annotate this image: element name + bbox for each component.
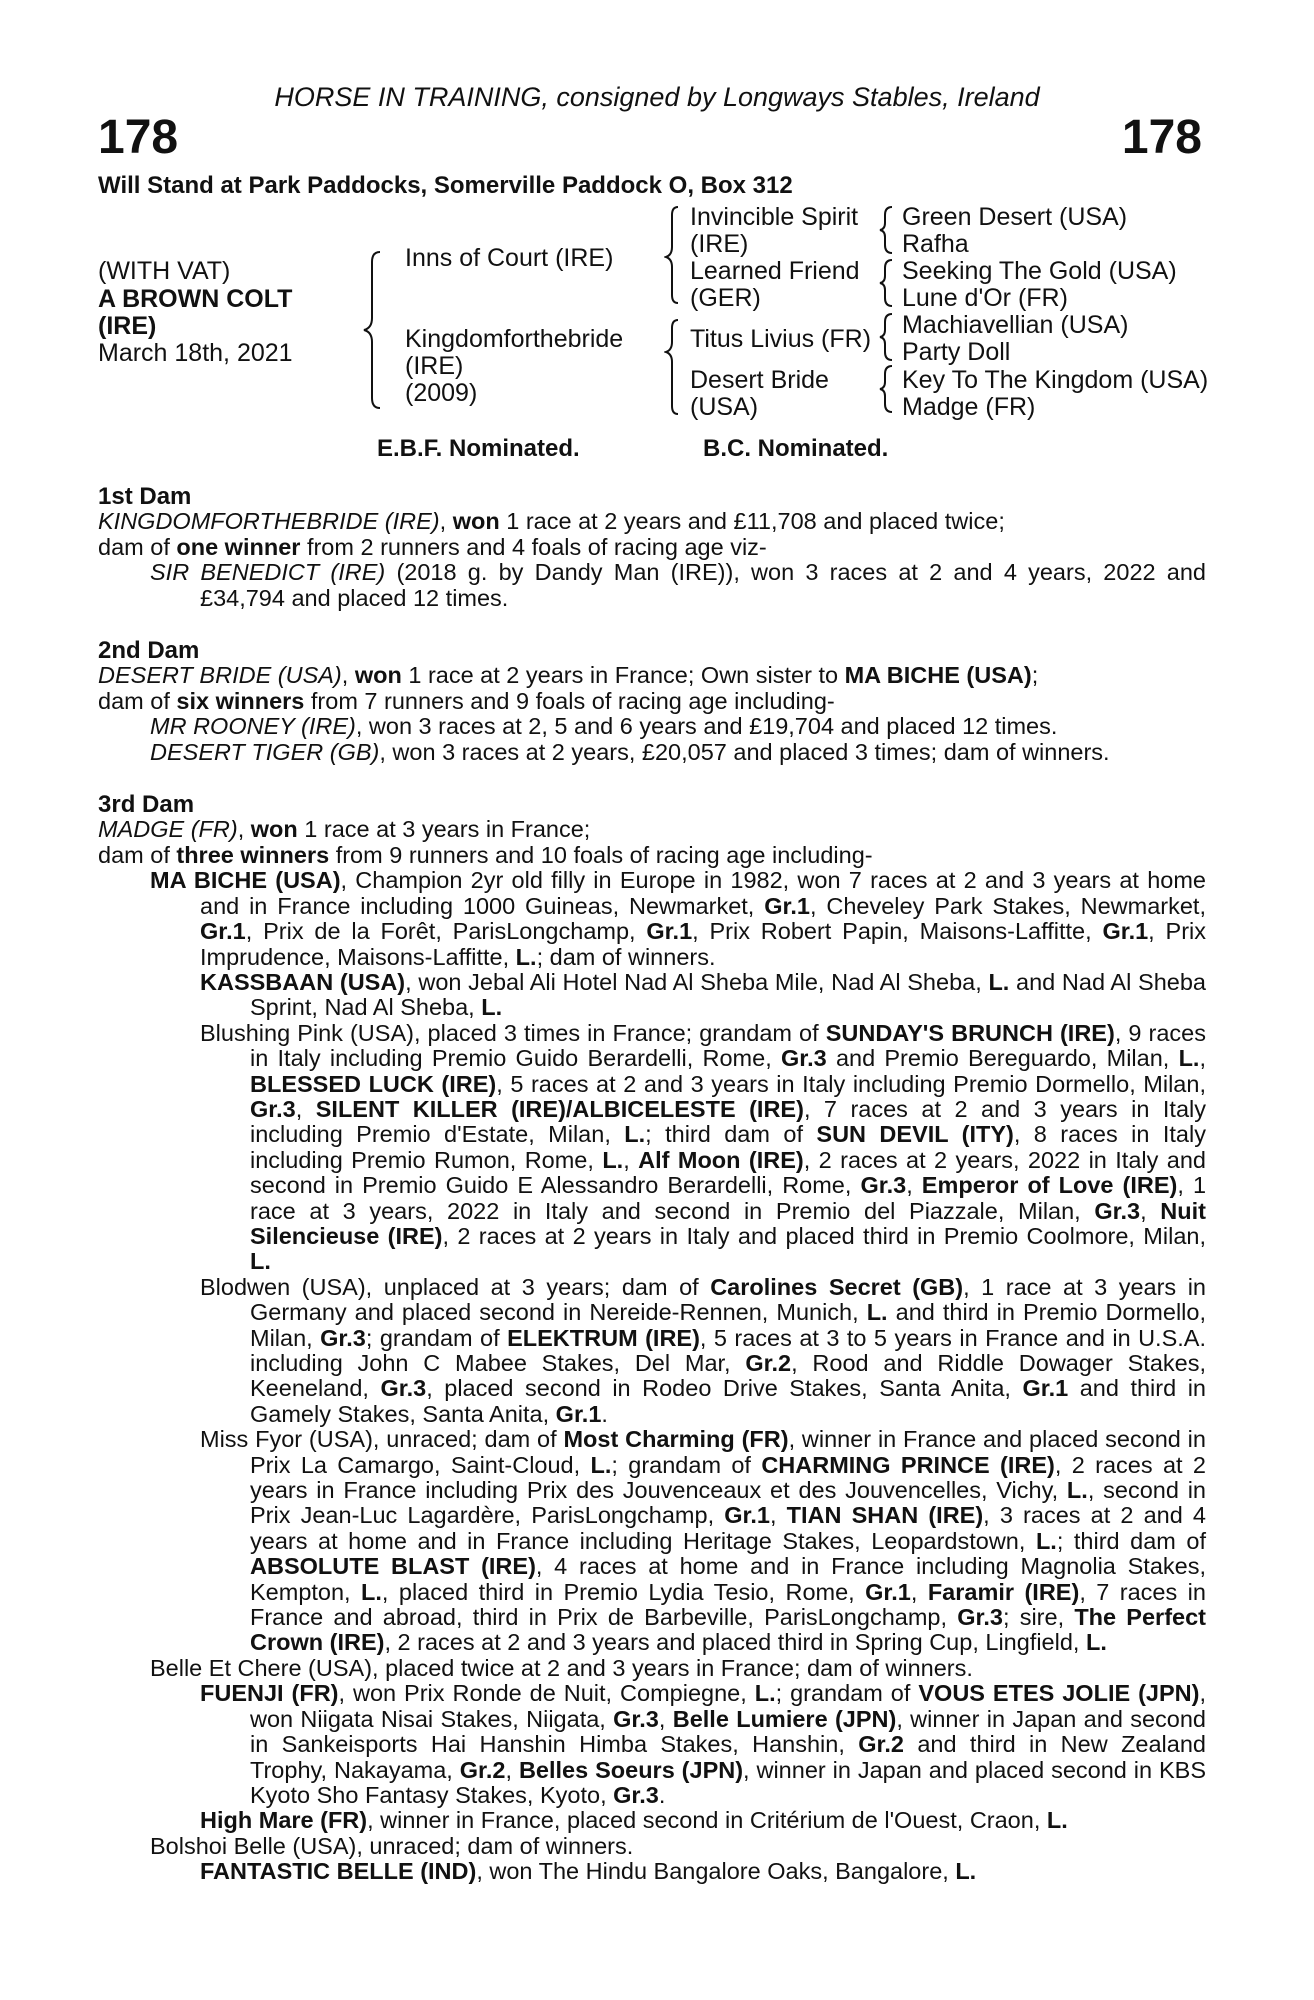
text-run: Alf Moon (IRE) <box>638 1146 804 1173</box>
sire-sire-line2: (IRE) <box>690 230 749 258</box>
text-run: , won 3 races at 2, 5 and 6 years and £19,704 and placed 12 times. <box>355 713 1058 740</box>
text-run: TIAN SHAN (IRE) <box>786 1502 984 1529</box>
consignment-header: HORSE IN TRAINING, consigned by Longways Stables, Ireland <box>274 82 1040 112</box>
text-run: Gr.1 <box>555 1400 602 1427</box>
text-run: Gr.1 <box>764 892 810 919</box>
text-run: Belles Soeurs (JPN) <box>518 1756 744 1783</box>
text-run: , 1 race at 3 years in Germany and placed second in Nereide-Rennen, Munich, <box>250 1273 1206 1326</box>
pedigree-entry <box>98 1427 1206 1656</box>
dam1-heading: 1st Dam <box>98 483 192 510</box>
text-run: L. <box>1035 1527 1057 1554</box>
text-run: from 9 runners and 10 foals of racing age including- <box>329 841 873 868</box>
family-text <box>98 484 1206 1885</box>
text-run: SUN DEVIL (ITY) <box>816 1121 1014 1148</box>
text-run: Gr.1 <box>200 918 246 945</box>
dam1-line2 <box>98 535 1206 560</box>
text-run: , <box>1199 1045 1206 1072</box>
text-run: ; dam of winners. <box>536 943 716 970</box>
text-run: , Prix de la Forêt, ParisLongchamp, <box>245 918 647 945</box>
text-run: . <box>658 1781 666 1808</box>
text-run: , won Niigata Nisai Stakes, Niigata, <box>250 1680 1206 1732</box>
text-run: ; third dam of <box>645 1121 817 1148</box>
text-run: one winner <box>176 533 301 560</box>
dam-line1: Kingdomforthebride <box>405 325 624 353</box>
text-run: and third in New Zealand Trophy, Nakayama, <box>250 1731 1206 1783</box>
text-run: , 8 races in Italy including Premio Rumon, Rome, <box>250 1121 1206 1173</box>
dam-dam-line2: (USA) <box>690 393 759 421</box>
text-run: Blodwen (USA), unplaced at 3 years; dam of <box>200 1273 711 1300</box>
text-run: KASSBAAN (USA) <box>200 968 406 995</box>
dam1-line1 <box>98 509 1206 534</box>
vat-note: (WITH VAT) <box>98 257 231 285</box>
dam2-entries <box>98 714 1206 765</box>
g4: Lune d'Or (FR) <box>902 284 1068 312</box>
text-run: L. <box>955 1858 977 1885</box>
dam3-line2 <box>98 843 1206 868</box>
text-run: Gr.2 <box>858 1731 904 1758</box>
text-run: Gr.3 <box>613 1705 659 1732</box>
text-run: , 5 races at 2 and 3 years in Italy including Premio Dormello, Milan, <box>496 1070 1206 1097</box>
text-run: from 7 runners and 9 foals of racing age including- <box>304 687 835 714</box>
pedigree-entry <box>98 740 1206 765</box>
g6: Party Doll <box>902 338 1011 366</box>
text-run: Faramir (IRE) <box>927 1578 1080 1605</box>
text-run: , 2 races at 2 years in France including Prix des Jouvenceaux et des Jouvencelles, Vichy, <box>250 1451 1206 1504</box>
g8: Madge (FR) <box>902 393 1036 421</box>
text-run: Miss Fyor (USA), unraced; dam of <box>200 1426 564 1453</box>
ebf-nomination: E.B.F. Nominated. <box>377 435 580 462</box>
text-run: 1 race at 3 years in France; <box>297 816 591 843</box>
text-run: , Prix Imprudence, Maisons-Laffitte, <box>200 918 1207 970</box>
text-run: MA BICHE (USA) <box>150 867 341 894</box>
text-run: , 3 races at 2 and 4 years at home and in France including Heritage Stakes, Leopardstown, <box>250 1502 1207 1554</box>
text-run: Most Charming (FR) <box>563 1426 789 1453</box>
text-run: , second in Prix Jean-Luc Lagardère, ParisLongchamp, <box>250 1477 1206 1529</box>
text-run: won <box>354 662 402 689</box>
text-run: Gr.2 <box>459 1756 506 1783</box>
pedigree-entry <box>98 560 1206 611</box>
horse-title-line2: (IRE) <box>98 312 157 340</box>
text-run: , won Prix Ronde de Nuit, Compiegne, <box>338 1680 755 1707</box>
g2: Rafha <box>902 230 969 258</box>
text-run: Gr.1 <box>646 918 693 945</box>
stand-location: Will Stand at Park Paddocks, Somerville Paddock O, Box 312 <box>98 172 793 199</box>
text-run: from 2 runners and 4 foals of racing age viz- <box>300 533 767 560</box>
pedigree-entry <box>98 1859 1206 1884</box>
text-run: L. <box>250 1248 271 1275</box>
brace-g78 <box>878 364 896 414</box>
pedigree-entry <box>98 1681 1206 1808</box>
text-run: Gr.1 <box>724 1502 770 1529</box>
pedigree-brace-dam <box>664 318 684 418</box>
text-run: Gr.3 <box>860 1172 907 1199</box>
pedigree-entry <box>98 1021 1206 1275</box>
text-run: L. <box>361 1578 382 1605</box>
text-run: ; grandam of <box>775 1680 919 1707</box>
text-run: won <box>452 508 500 535</box>
text-run: , won The Hindu Bangalore Oaks, Bangalore, <box>476 1858 956 1885</box>
pedigree-entry <box>98 714 1206 739</box>
text-run: and Premio Bereguardo, Milan, <box>826 1045 1179 1072</box>
text-run: DESERT TIGER (GB) <box>150 738 380 765</box>
text-run: , <box>769 1502 787 1529</box>
text-run: , <box>658 1705 673 1732</box>
text-run: L. <box>515 943 537 970</box>
text-run: L. <box>590 1451 612 1478</box>
text-run: , 7 races in France and abroad, third in Prix de Barbeville, ParisLongchamp, <box>250 1578 1206 1631</box>
text-run: Nuit Silencieuse (IRE) <box>250 1197 1206 1249</box>
text-run: Blushing Pink (USA), placed 3 times in France; grandam of <box>200 1019 826 1046</box>
text-run: and Nad Al Sheba Sprint, Nad Al Sheba, <box>250 968 1206 1021</box>
text-run: , <box>439 508 453 535</box>
brace-g12 <box>878 205 896 255</box>
text-run: Gr.1 <box>865 1578 911 1605</box>
text-run: ELEKTRUM (IRE) <box>507 1324 700 1351</box>
dam-line2: (IRE) <box>405 352 464 380</box>
text-run: Belle Et Chere (USA), placed twice at 2 and 3 years in France; dam of winners. <box>150 1654 973 1681</box>
text-run: MADGE (FR) <box>98 816 238 843</box>
g3: Seeking The Gold (USA) <box>902 257 1177 285</box>
text-run: L. <box>624 1121 646 1148</box>
text-run: , Champion 2yr old filly in Europe in 1982, won 7 races at 2 and 3 years at home and in France including 1000 Guineas, Newmarket, <box>200 867 1206 919</box>
dam-sire: Titus Livius (FR) <box>690 325 872 353</box>
text-run: , 5 races at 3 to 5 years in France and in U.S.A. including John C Mabee Stakes, Del Mar, <box>250 1324 1206 1376</box>
pedigree-entry <box>98 1808 1206 1833</box>
pedigree-entry <box>98 1275 1206 1427</box>
text-run: dam of <box>98 841 177 868</box>
text-run: ; third dam of <box>1056 1527 1206 1554</box>
text-run: VOUS ETES JOLIE (JPN) <box>918 1680 1200 1707</box>
foaling-date: March 18th, 2021 <box>98 339 293 367</box>
text-run: (2018 g. by Dandy Man (IRE)), won 3 races at 2 and 4 years, 2022 and £34,794 and placed 12 times. <box>200 559 1206 611</box>
text-run: Carolines Secret (GB) <box>710 1273 964 1300</box>
g1: Green Desert (USA) <box>902 203 1128 231</box>
text-run: Gr.3 <box>380 1375 427 1402</box>
dam2-line2 <box>98 689 1206 714</box>
text-run: High Mare (FR) <box>200 1807 368 1834</box>
text-run: L. <box>602 1146 624 1173</box>
text-run: , winner in France, placed second in Critérium de l'Ouest, Craon, <box>367 1807 1047 1834</box>
text-run: L. <box>481 994 503 1021</box>
text-run: MA BICHE (USA) <box>844 662 1032 689</box>
text-run: six winners <box>176 687 305 714</box>
text-run: Gr.3 <box>780 1045 827 1072</box>
text-run: MR ROONEY (IRE) <box>150 713 356 740</box>
text-run: , <box>623 1146 639 1173</box>
text-run: , <box>910 1578 928 1605</box>
text-run: , Rood and Riddle Dowager Stakes, Keeneland, <box>250 1350 1206 1402</box>
dam3-entries <box>98 868 1206 1884</box>
text-run: , 2 races at 2 years in Italy and placed third in Premio Coolmore, Milan, <box>442 1222 1206 1249</box>
text-run: SIR BENEDICT (IRE) <box>150 559 386 586</box>
text-run: SUNDAY'S BRUNCH (IRE) <box>825 1019 1115 1046</box>
text-run: , 2 races at 2 years, 2022 in Italy and second in Premio Guido E Alessandro Berardelli, Rome, <box>250 1146 1206 1199</box>
text-run: , <box>341 662 355 689</box>
sire-dam-line1: Learned Friend <box>690 257 860 285</box>
text-run: 1 race at 2 years and £11,708 and placed twice; <box>499 508 1005 535</box>
text-run: , <box>505 1756 519 1783</box>
horse-title-line1: A BROWN COLT <box>98 285 293 313</box>
bc-nomination: B.C. Nominated. <box>703 435 889 462</box>
text-run: FUENJI (FR) <box>200 1680 339 1707</box>
text-run: , 1 race at 3 years, 2022 in Italy and second in Premio del Piazzale, Milan, <box>250 1172 1207 1224</box>
pedigree-entry <box>98 868 1206 970</box>
text-run: , winner in Japan and second in Sankeisports Hai Hanshin Himba Stakes, Hanshin, <box>250 1705 1206 1758</box>
text-run: and third in Premio Dormello, Milan, <box>250 1299 1206 1351</box>
text-run: , placed second in Rodeo Drive Stakes, Santa Anita, <box>426 1375 1023 1402</box>
text-run: Belle Lumiere (JPN) <box>672 1705 897 1732</box>
text-run: , won 3 races at 2 years, £20,057 and placed 3 times; dam of winners. <box>379 738 1110 765</box>
text-run: . <box>601 1400 608 1427</box>
dam2-line1 <box>98 663 1206 688</box>
text-run: FANTASTIC BELLE (IND) <box>200 1858 477 1885</box>
text-run: Gr.1 <box>1022 1375 1069 1402</box>
text-run: DESERT BRIDE (USA) <box>98 662 342 689</box>
text-run: ; grandam of <box>365 1324 508 1351</box>
dam2-heading: 2nd Dam <box>98 637 200 665</box>
pedigree-brace-main <box>362 250 386 410</box>
sire: Inns of Court (IRE) <box>405 244 614 272</box>
text-run: , 4 races at home and in France including Magnolia Stakes, Kempton, <box>250 1553 1206 1605</box>
text-run: Emperor of Love (IRE) <box>921 1172 1178 1199</box>
dam3-line1 <box>98 817 1206 842</box>
text-run: ; sire, <box>1002 1604 1075 1631</box>
text-run: L. <box>1066 1477 1088 1504</box>
text-run: L. <box>754 1680 776 1707</box>
dam-dam-line1: Desert Bride <box>690 366 829 394</box>
text-run: , <box>295 1095 316 1122</box>
text-run: won <box>250 816 298 843</box>
text-run: SILENT KILLER (IRE)/ALBICELESTE (IRE) <box>315 1095 804 1122</box>
text-run: L. <box>988 968 1010 995</box>
text-run: Gr.3 <box>957 1604 1003 1631</box>
text-run: three winners <box>176 841 330 868</box>
text-run: , winner in France and placed second in Prix La Camargo, Saint-Cloud, <box>250 1426 1206 1478</box>
text-run: Bolshoi Belle (USA), unraced; dam of winners. <box>150 1832 634 1859</box>
text-run: , <box>1140 1197 1161 1224</box>
text-run: L. <box>866 1299 888 1326</box>
pedigree-brace-sire <box>664 205 684 305</box>
g7: Key To The Kingdom (USA) <box>902 366 1209 394</box>
text-run: L. <box>1046 1807 1068 1834</box>
text-run: , placed third in Premio Lydia Tesio, Rome, <box>381 1578 866 1605</box>
text-run: , <box>906 1172 922 1199</box>
text-run: 1 race at 2 years in France; Own sister to <box>401 662 845 689</box>
dam3-heading: 3rd Dam <box>98 791 195 819</box>
text-run: , 2 races at 2 and 3 years and placed third in Spring Cup, Lingfield, <box>384 1629 1086 1656</box>
text-run: CHARMING PRINCE (IRE) <box>761 1451 1055 1478</box>
text-run: , won Jebal Ali Hotel Nad Al Sheba Mile, Nad Al Sheba, <box>405 968 989 995</box>
text-run: L. <box>1178 1045 1200 1072</box>
text-run: , winner in Japan and placed second in KBS Kyoto Sho Fantasy Stakes, Kyoto, <box>250 1756 1206 1808</box>
text-run: , <box>237 816 251 843</box>
text-run: ; grandam of <box>611 1451 762 1478</box>
text-run: Gr.2 <box>745 1350 792 1376</box>
text-run: The Perfect Crown (IRE) <box>250 1604 1206 1656</box>
sire-sire-line1: Invincible Spirit <box>690 203 859 231</box>
text-run: BLESSED LUCK (IRE) <box>250 1070 497 1097</box>
text-run: L. <box>1085 1629 1107 1656</box>
text-run: KINGDOMFORTHEBRIDE (IRE) <box>98 508 440 535</box>
pedigree-entry <box>98 1656 1206 1681</box>
dam-line3: (2009) <box>405 379 478 407</box>
text-run: Gr.3 <box>320 1324 366 1351</box>
text-run: and third in Gamely Stakes, Santa Anita, <box>250 1375 1206 1427</box>
pedigree-entry <box>98 970 1206 1021</box>
text-run: Gr.3 <box>613 1781 659 1808</box>
lot-number-left: 178 <box>98 111 179 164</box>
dam1-entries <box>98 560 1206 611</box>
text-run: , 9 races in Italy including Premio Guido Berardelli, Rome, <box>250 1019 1206 1072</box>
text-run: Gr.3 <box>250 1095 296 1122</box>
text-run: Gr.3 <box>1094 1197 1141 1224</box>
text-run: dam of <box>98 687 177 714</box>
text-run: ABSOLUTE BLAST (IRE) <box>250 1553 536 1580</box>
text-run: dam of <box>98 533 177 560</box>
text-run: Gr.1 <box>1102 918 1149 945</box>
brace-g34 <box>878 258 896 308</box>
text-run: , Cheveley Park Stakes, Newmarket, <box>809 892 1206 919</box>
pedigree-entry <box>98 1834 1206 1859</box>
sire-dam-line2: (GER) <box>690 284 761 312</box>
brace-g56 <box>878 312 896 362</box>
lot-number-right: 178 <box>1121 111 1202 164</box>
g5: Machiavellian (USA) <box>902 311 1129 339</box>
text-run: , 7 races at 2 and 3 years in Italy including Premio d'Estate, Milan, <box>250 1095 1206 1148</box>
text-run: , Prix Robert Papin, Maisons-Laffitte, <box>692 918 1103 945</box>
text-run: ; <box>1031 662 1039 689</box>
